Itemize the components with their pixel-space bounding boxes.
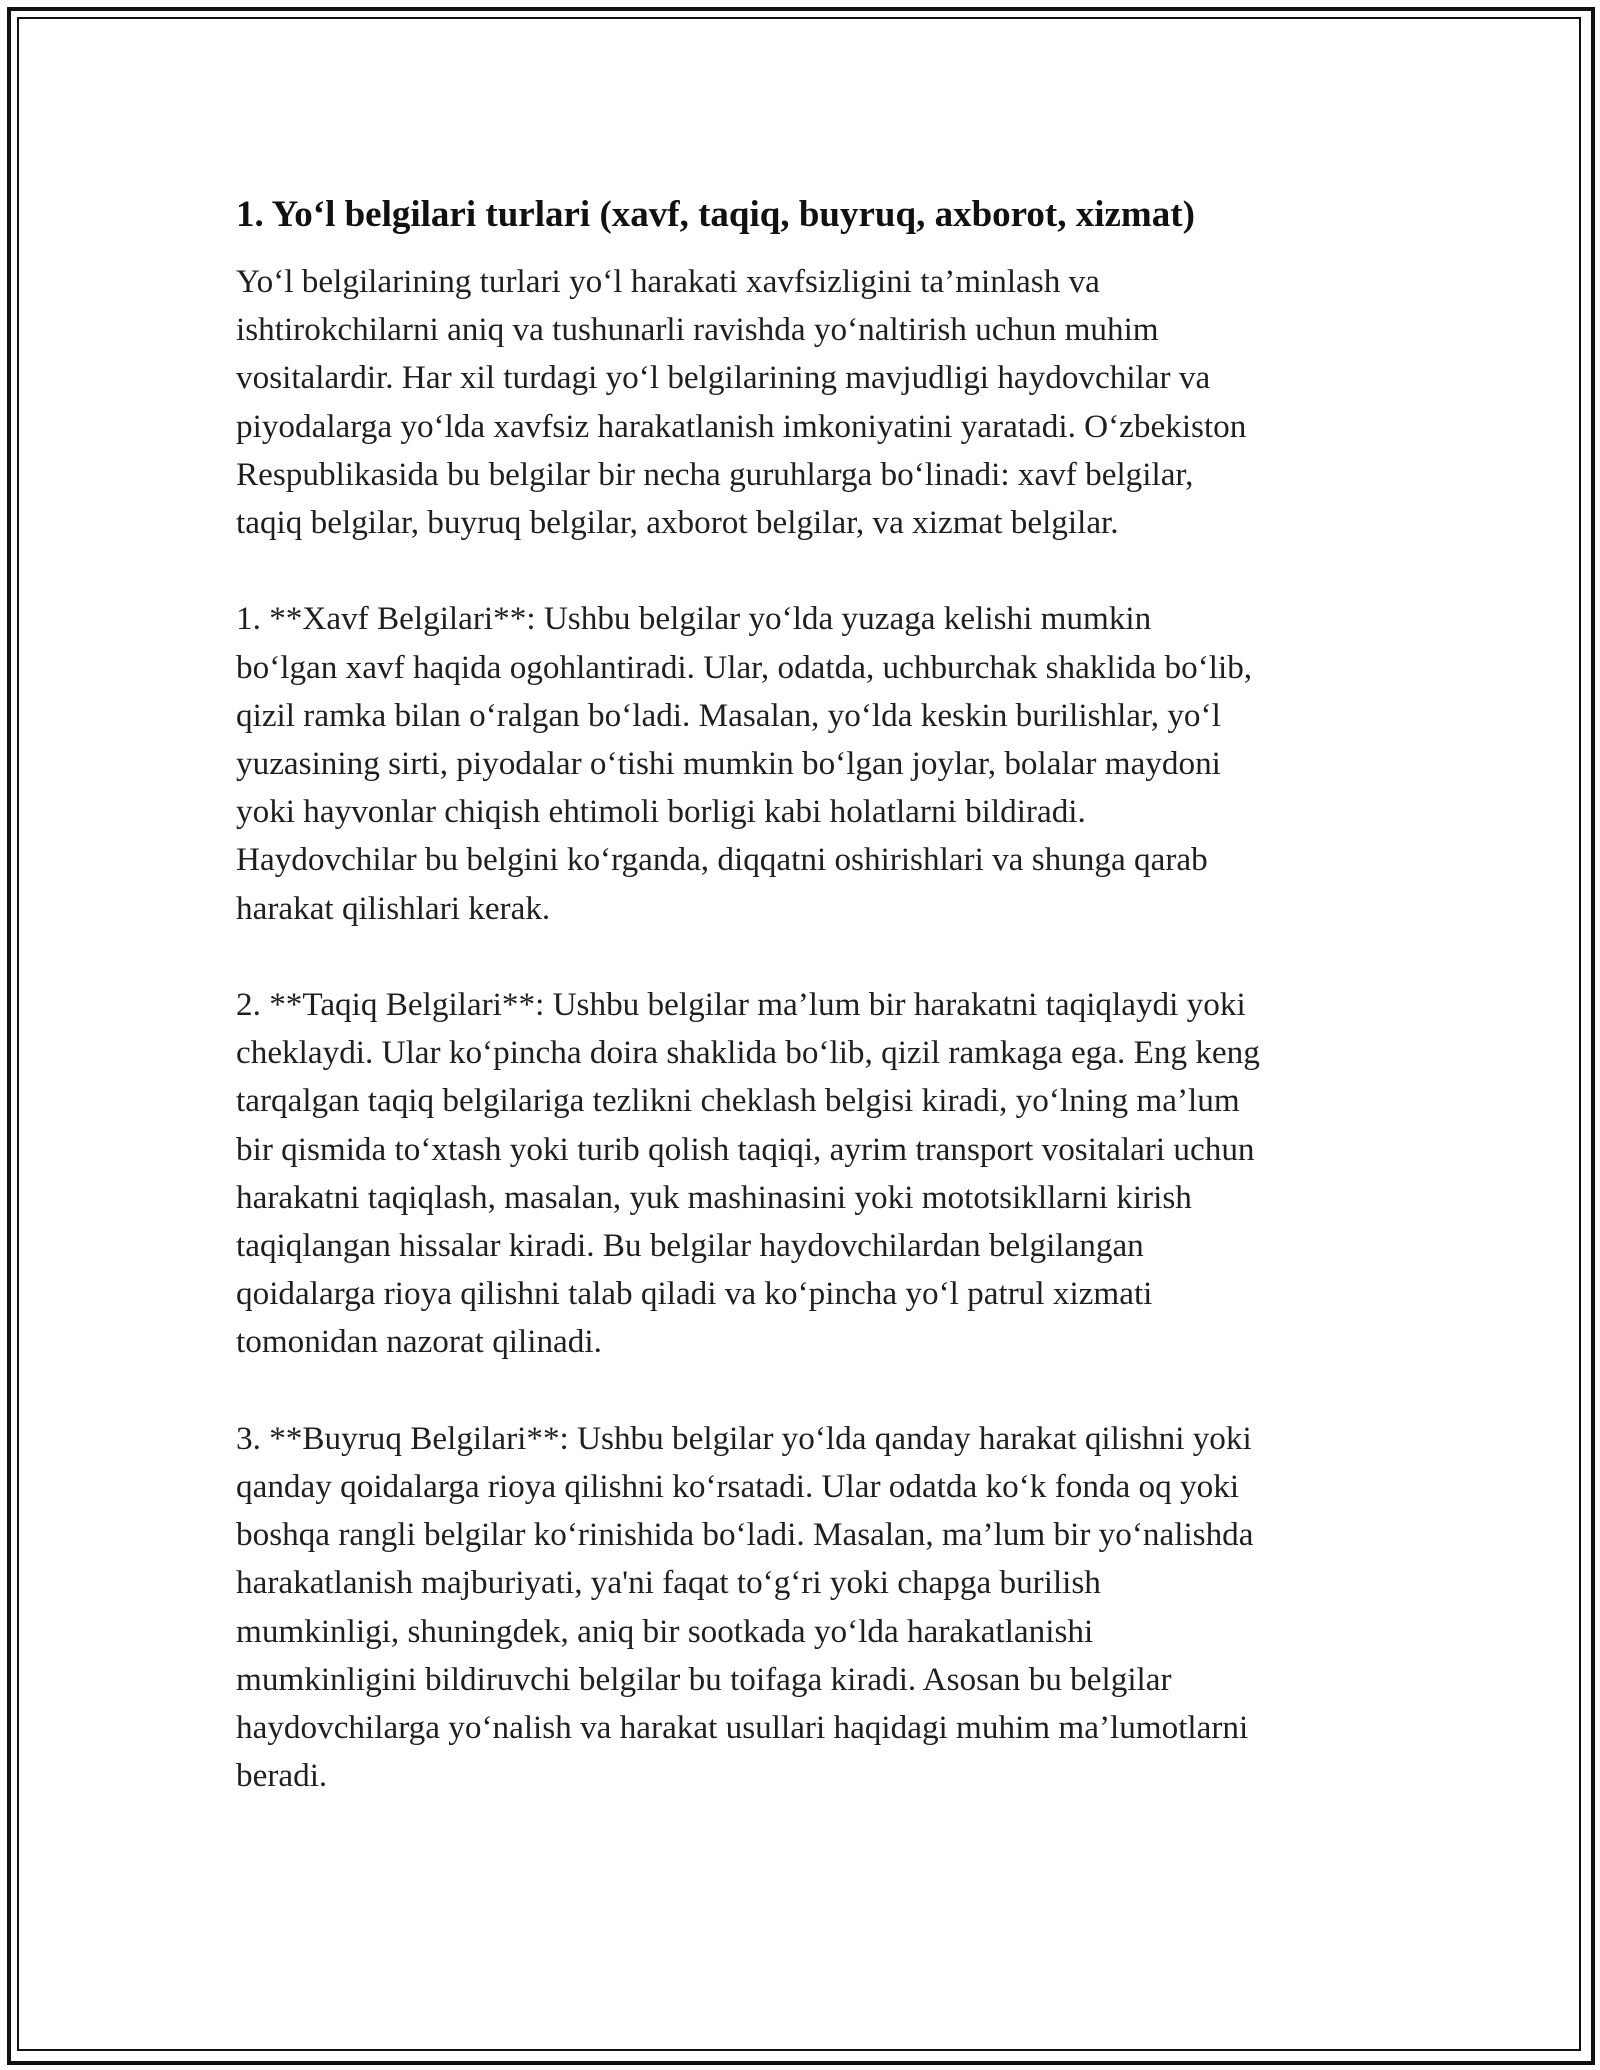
text-line: boshqa rangli belgilar ko‘rinishida bo‘ladi. Masalan, ma’lum bir yo‘nalishda [236,1516,1254,1554]
intro-paragraph [236,258,1386,547]
text-line: bir qismida to‘xtash yoki turib qolish taqiqi, ayrim transport vositalari uchun [236,1130,1255,1168]
taqiq-belgilari-paragraph [236,981,1386,1367]
text-line: 1. **Xavf Belgilari**: Ushbu belgilar yo‘lda yuzaga kelishi mumkin [236,600,1152,638]
text-line: taqiqlangan hissalar kiradi. Bu belgilar haydovchilardan belgilangan [236,1227,1144,1265]
text-line: bo‘lgan xavf haqida ogohlantiradi. Ular, odatda, uchburchak shaklida bo‘lib, [236,648,1253,686]
document-body [236,188,1386,1849]
text-line: cheklaydi. Ular ko‘pincha doira shaklida bo‘lib, qizil ramkaga ega. Eng keng [236,1034,1260,1072]
text-line: Respublikasida bu belgilar bir necha guruhlarga bo‘linadi: xavf belgilar, [236,455,1194,493]
text-line: 2. **Taqiq Belgilari**: Ushbu belgilar ma’lum bir harakatni taqiqlaydi yoki [236,986,1246,1024]
text-line: 3. **Buyruq Belgilari**: Ushbu belgilar yo‘lda qanday harakat qilishni yoki [236,1419,1252,1457]
xavf-belgilari-paragraph [236,595,1386,932]
text-line: beradi. [236,1757,328,1795]
text-line: tarqalgan taqiq belgilariga tezlikni cheklash belgisi kiradi, yo‘lning ma’lum [236,1082,1240,1120]
text-line: harakatni taqiqlash, masalan, yuk mashinasini yoki mototsikllarni kirish [236,1178,1192,1216]
text-line: vositalardir. Har xil turdagi yo‘l belgilarining mavjudligi haydovchilar va [236,359,1211,397]
text-line: mumkinligi, shuningdek, aniq bir sootkada yo‘lda harakatlanishi [236,1612,1094,1650]
text-line: haydovchilarga yo‘nalish va harakat usullari haqidagi muhim ma’lumotlarni [236,1709,1249,1747]
text-line: yoki hayvonlar chiqish ehtimoli borligi kabi holatlarni bildiradi. [236,793,1086,831]
text-line: mumkinligini bildiruvchi belgilar bu toifaga kiradi. Asosan bu belgilar [236,1660,1172,1698]
text-line: qanday qoidalarga rioya qilishni ko‘rsatadi. Ular odatda ko‘k fonda oq yoki [236,1468,1240,1506]
section-heading: 1. Yo‘l belgilari turlari (xavf, taqiq, buyruq, axborot, xizmat) [236,194,1195,235]
text-line: qizil ramka bilan o‘ralgan bo‘ladi. Masalan, yo‘lda keskin burilishlar, yo‘l [236,696,1221,734]
text-line: piyodalarga yo‘lda xavfsiz harakatlanish imkoniyatini yaratadi. O‘zbekiston [236,407,1247,445]
buyruq-belgilari-paragraph [236,1415,1386,1801]
text-line: harakatlanish majburiyati, ya'ni faqat to‘g‘ri yoki chapga burilish [236,1564,1101,1602]
text-line: harakat qilishlari kerak. [236,889,551,927]
text-line: ishtirokchilarni aniq va tushunarli ravishda yo‘naltirish uchun muhim [236,311,1159,349]
text-line: tomonidan nazorat qilinadi. [236,1323,602,1361]
text-line: Haydovchilar bu belgini ko‘rganda, diqqatni oshirishlari va shunga qarab [236,841,1208,879]
text-line: taqiq belgilar, buyruq belgilar, axborot belgilar, va xizmat belgilar. [236,504,1119,542]
text-line: yuzasining sirti, piyodalar o‘tishi mumkin bo‘lgan joylar, bolalar maydoni [236,745,1221,783]
text-line: Yo‘l belgilarining turlari yo‘l harakati xavfsizligini ta’minlash va [236,263,1100,300]
text-line: qoidalarga rioya qilishni talab qiladi va ko‘pincha yo‘l patrul xizmati [236,1275,1153,1313]
